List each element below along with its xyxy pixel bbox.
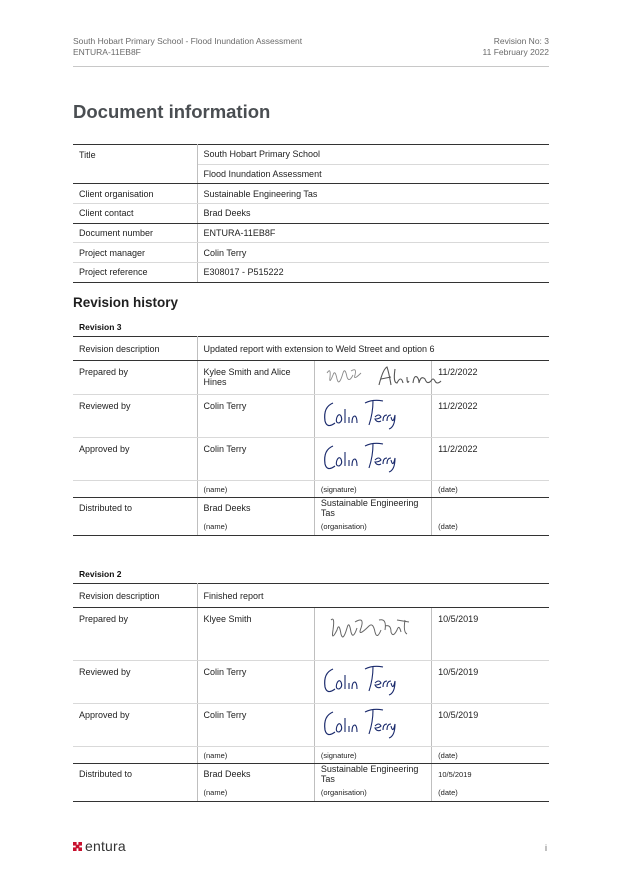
info-value: E308017 - P515222	[197, 263, 549, 283]
revision-2-table	[73, 583, 549, 802]
approved-date: 10/5/2019	[432, 704, 549, 747]
header-divider	[73, 66, 549, 67]
info-value: Flood Inundation Assessment	[197, 164, 549, 184]
row-label: Distributed to	[73, 498, 197, 519]
approved-signature	[314, 704, 431, 747]
info-label: Title	[73, 145, 197, 165]
organisation-caption: (organisation)	[314, 784, 431, 801]
info-label: Document number	[73, 223, 197, 243]
distributed-org: Sustainable Engineering Tas	[314, 764, 431, 785]
header-revision: Revision No: 3	[493, 36, 549, 46]
revision-3-table	[73, 336, 549, 536]
prepared-signature	[314, 361, 431, 395]
name-caption: (name)	[197, 518, 314, 535]
row-label: Distributed to	[73, 764, 197, 785]
row-label: Revision description	[73, 337, 197, 361]
signature-caption: (signature)	[314, 747, 431, 764]
distributed-name: Brad Deeks	[197, 498, 314, 519]
prepared-name: Klyee Smith	[197, 608, 314, 661]
signature-klyee-smith	[321, 612, 421, 648]
row-label: Prepared by	[73, 361, 197, 395]
reviewed-date: 10/5/2019	[432, 661, 549, 704]
row-label: Reviewed by	[73, 661, 197, 704]
row-label: Reviewed by	[73, 395, 197, 438]
date-caption: (date)	[432, 481, 549, 498]
name-caption: (name)	[197, 784, 314, 801]
revision-2-title: Revision 2	[79, 569, 122, 579]
document-info-table	[73, 144, 549, 283]
page-number: i	[545, 843, 547, 853]
info-value: Sustainable Engineering Tas	[197, 184, 549, 204]
prepared-signature	[314, 608, 431, 661]
info-value: ENTURA-11EB8F	[197, 223, 549, 243]
info-label: Project manager	[73, 243, 197, 263]
reviewed-signature	[314, 661, 431, 704]
info-label	[73, 164, 197, 184]
name-caption: (name)	[197, 481, 314, 498]
prepared-name: Kylee Smith and Alice Hines	[197, 361, 314, 395]
approved-name: Colin Terry	[197, 704, 314, 747]
header-date: 11 February 2022	[482, 47, 549, 57]
page-title: Document information	[73, 101, 271, 122]
date-caption: (date)	[432, 518, 549, 535]
date-caption: (date)	[432, 784, 549, 801]
info-label: Client organisation	[73, 184, 197, 204]
row-label: Approved by	[73, 438, 197, 481]
prepared-date: 11/2/2022	[432, 361, 549, 395]
reviewed-name: Colin Terry	[197, 661, 314, 704]
approved-signature	[314, 438, 431, 481]
distributed-org: Sustainable Engineering Tas	[314, 498, 431, 519]
signature-kylee-alice	[321, 363, 447, 391]
header-project: South Hobart Primary School - Flood Inundation Assessment	[73, 36, 303, 46]
entura-mark-icon	[73, 842, 82, 851]
organisation-caption: (organisation)	[314, 518, 431, 535]
distributed-date: 10/5/2019	[438, 769, 472, 779]
info-value: Colin Terry	[197, 243, 549, 263]
signature-colin-terry	[321, 706, 401, 740]
row-label: Prepared by	[73, 608, 197, 661]
signature-caption: (signature)	[314, 481, 431, 498]
approved-name: Colin Terry	[197, 438, 314, 481]
info-label: Project reference	[73, 263, 197, 283]
revision-description: Updated report with extension to Weld Street and option 6	[197, 337, 549, 361]
reviewed-date: 11/2/2022	[432, 395, 549, 438]
row-label: Approved by	[73, 704, 197, 747]
distributed-name: Brad Deeks	[197, 764, 314, 785]
signature-colin-terry	[321, 440, 401, 474]
info-value: Brad Deeks	[197, 204, 549, 224]
row-label: Revision description	[73, 584, 197, 608]
info-value: South Hobart Primary School	[197, 145, 549, 165]
approved-date: 11/2/2022	[432, 438, 549, 481]
info-label: Client contact	[73, 204, 197, 224]
date-caption: (date)	[432, 747, 549, 764]
revision-history-heading: Revision history	[73, 295, 179, 310]
signature-colin-terry	[321, 663, 401, 697]
entura-logo	[73, 838, 126, 854]
reviewed-signature	[314, 395, 431, 438]
prepared-date: 10/5/2019	[432, 608, 549, 661]
revision-description: Finished report	[197, 584, 549, 608]
name-caption: (name)	[197, 747, 314, 764]
revision-3-title: Revision 3	[79, 322, 122, 332]
logo-wordmark: entura	[85, 838, 126, 854]
reviewed-name: Colin Terry	[197, 395, 314, 438]
distributed-date	[432, 498, 549, 519]
signature-colin-terry	[321, 397, 401, 431]
header-doc-id: ENTURA-11EB8F	[73, 47, 141, 57]
